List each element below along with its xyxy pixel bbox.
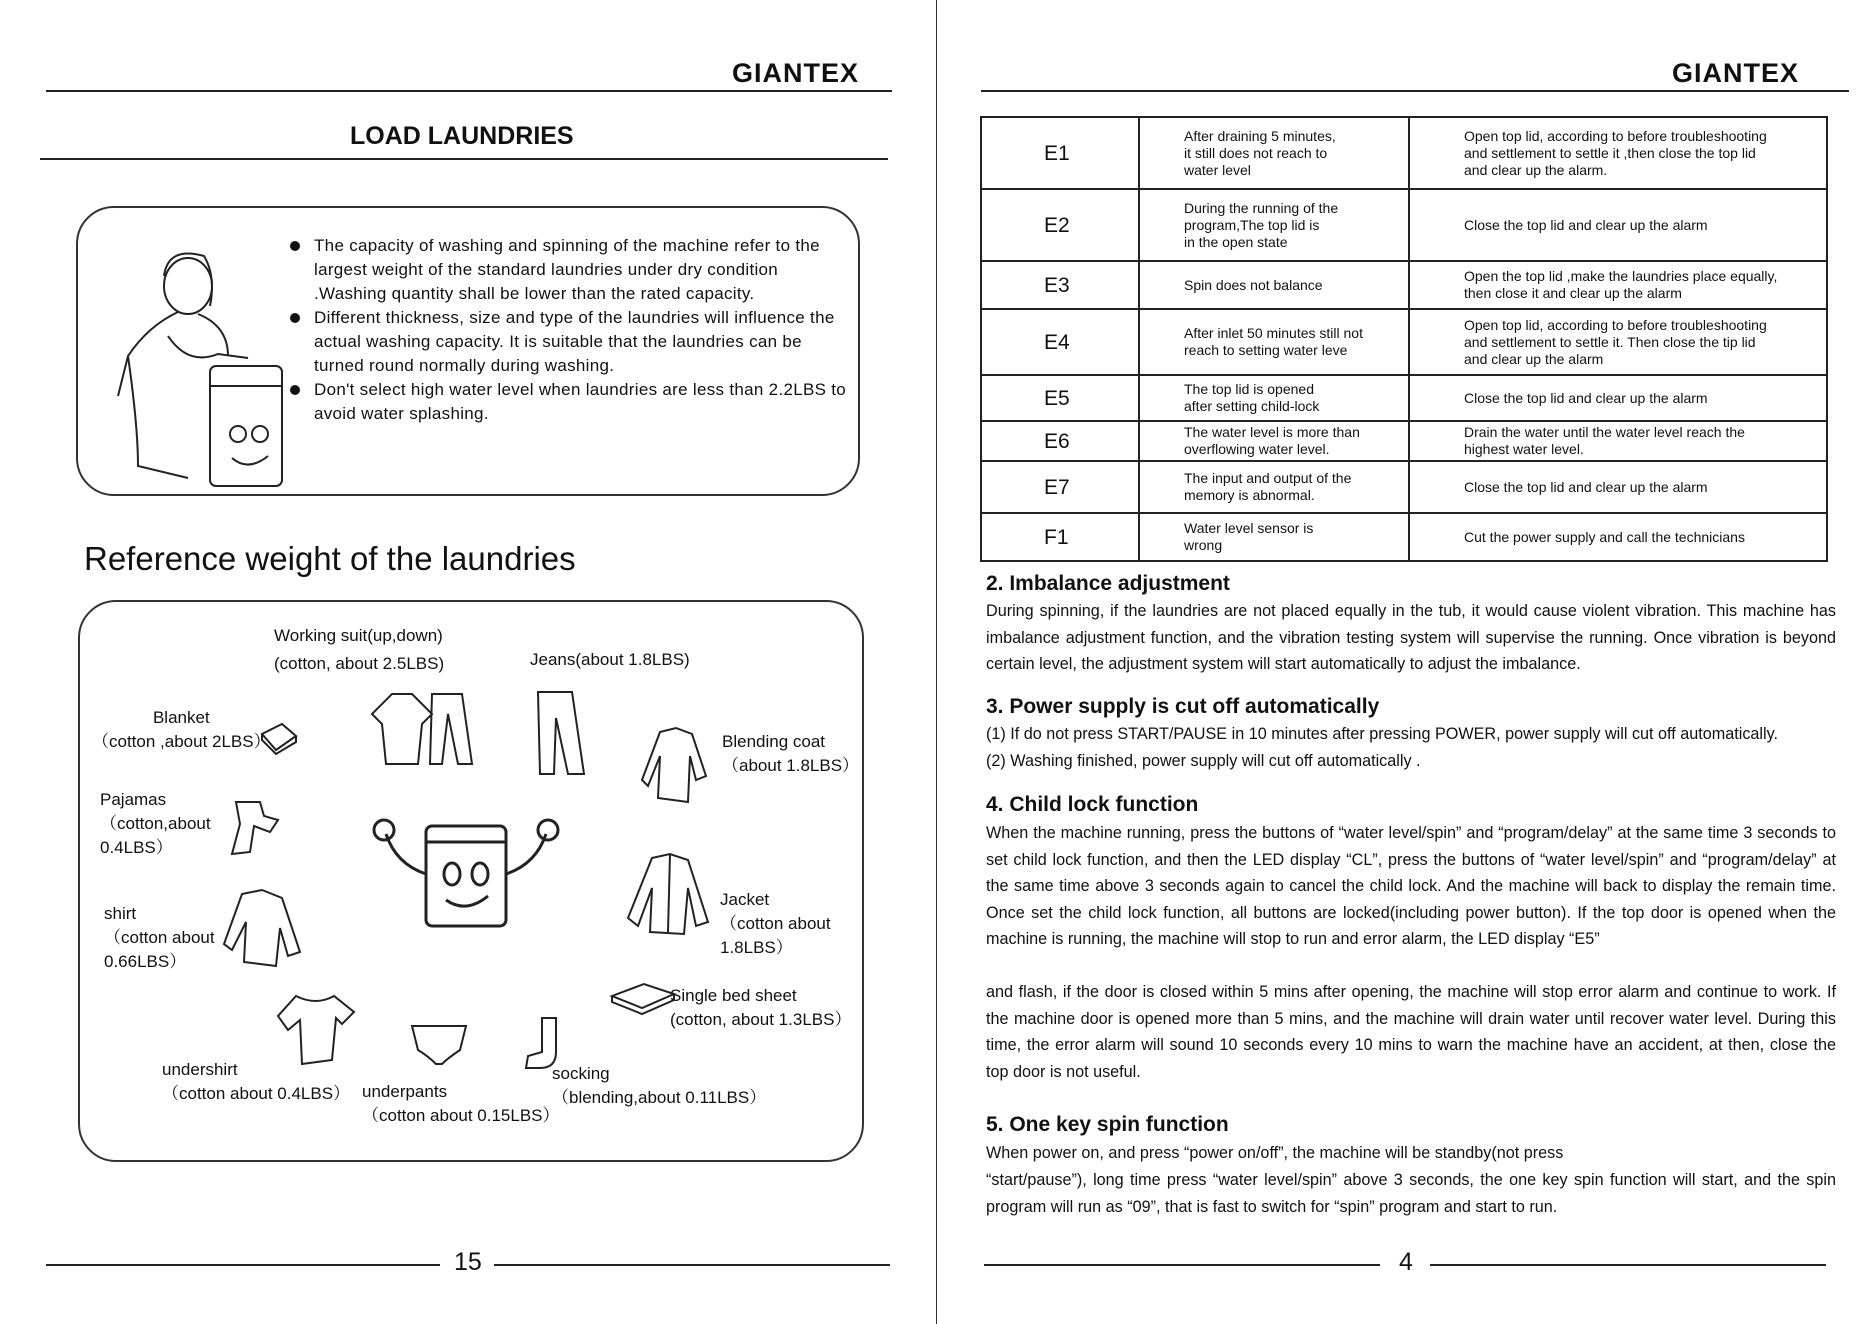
error-solution: Close the top lid and clear up the alarm [1409, 375, 1827, 421]
header-rule [46, 90, 892, 92]
one-key-spin-text: “start/pause”), long time press “water level/spin” above 3 seconds, the one key spin function will start, and the spin program will run as “09”, that is fast to switch for “spin” program and start to run. [986, 1171, 1836, 1216]
footer-rule-right [1430, 1264, 1826, 1266]
child-lock-text-1: When the machine running, press the buttons of “water level/spin” and “program/delay” at the same time 3 seconds to set child lock function, and then the LED display “CL”, press the buttons of “water level/spin” and “program/delay” at the same time above 3 seconds again to cancel the child lock. And the machine will back to display the remain time. Once set the child lock function, all buttons are locked(including power button). If the top door is opened when the machine is running, the machine will stop to run and error alarm, the LED display “E5” [986, 824, 1836, 948]
footer-rule-right [494, 1264, 890, 1266]
pajamas-icon [220, 796, 284, 860]
error-solution: Close the top lid and clear up the alarm [1409, 189, 1827, 261]
power-line-2: (2) Washing finished, power supply will cut off automatically . [986, 752, 1421, 770]
pajamas-label: Pajamas （cotton,about 0.4LBS） [100, 790, 211, 857]
woman-loading-washer-illustration [108, 246, 284, 490]
washer-mascot-icon [366, 814, 566, 944]
error-solution: Close the top lid and clear up the alarm [1409, 461, 1827, 513]
table-row [981, 421, 1827, 461]
blending-coat-label: Blending coat （about 1.8LBS） [722, 732, 860, 775]
error-code: E2 [981, 189, 1139, 261]
underpants-label: underpants （cotton about 0.15LBS） [362, 1082, 560, 1125]
error-solution: Open top lid, according to before troubleshooting and settlement to settle it ,then close the top lid and clear up the alarm. [1409, 117, 1827, 189]
error-solution: Open top lid, according to before troubleshooting and settlement to settle it. Then close the tip lid and clear up the alarm [1409, 309, 1827, 375]
error-code: E6 [981, 421, 1139, 461]
list-item: Don't select high water level when laundries are less than 2.2LBS to avoid water splashing. [290, 378, 850, 426]
reference-weight-title: Reference weight of the laundries [84, 540, 576, 577]
error-description: After inlet 50 minutes still not reach to setting water leve [1139, 309, 1409, 375]
table-row [981, 189, 1827, 261]
error-description: After draining 5 minutes, it still does not reach to water level [1139, 117, 1409, 189]
error-code: E1 [981, 117, 1139, 189]
title-rule [40, 158, 888, 160]
list-item: The capacity of washing and spinning of the machine refer to the largest weight of the standard laundries under dry condition .Washing quantity shall be lower than the rated capacity. [290, 234, 850, 306]
sock-icon [522, 1016, 568, 1072]
error-code: E5 [981, 375, 1139, 421]
working-suit-icon [362, 684, 482, 774]
error-description: Water level sensor is wrong [1139, 513, 1409, 561]
table-row [981, 117, 1827, 189]
jacket-label: Jacket （cotton about 1.8LBS） [720, 890, 831, 957]
error-solution: Cut the power supply and call the technicians [1409, 513, 1827, 561]
error-description: The top lid is opened after setting child-lock [1139, 375, 1409, 421]
error-code: E4 [981, 309, 1139, 375]
working-suit-label: Working suit(up,down) (cotton, about 2.5LBS) [274, 626, 445, 673]
child-lock-title: 4. Child lock function [986, 793, 1199, 816]
undershirt-icon [276, 990, 356, 1066]
single-bed-sheet-label: Single bed sheet (cotton, about 1.3LBS） [670, 986, 852, 1029]
error-solution: Open the top lid ,make the laundries place equally, then close it and clear up the alarm [1409, 261, 1827, 309]
page-number: 4 [1399, 1248, 1413, 1276]
one-key-spin-line-1: When power on, and press “power on/off”, the machine will be standby(not press [986, 1144, 1564, 1162]
header-rule [981, 90, 1849, 92]
blanket-label: Blanket （cotton ,about 2LBS） [92, 708, 271, 751]
table-row [981, 309, 1827, 375]
shirt-icon [222, 888, 302, 968]
jeans-icon [532, 688, 588, 778]
shirt-label: shirt （cotton about 0.66LBS） [104, 904, 215, 971]
blending-coat-icon [640, 726, 710, 806]
power-title: 3. Power supply is cut off automatically [986, 695, 1380, 718]
list-item: Different thickness, size and type of the laundries will influence the actual washing capacity. It is suitable that the laundries can be turned round normally during washing. [290, 306, 850, 378]
jeans-label: Jeans(about 1.8LBS) [530, 650, 690, 669]
error-code-table [980, 116, 1828, 562]
brand-logo: GIANTEX [732, 58, 860, 88]
error-description: Spin does not balance [1139, 261, 1409, 309]
footer-rule-left [46, 1264, 440, 1266]
imbalance-title: 2. Imbalance adjustment [986, 572, 1230, 595]
jacket-icon [626, 852, 710, 938]
error-solution: Drain the water until the water level reach the highest water level. [1409, 421, 1827, 461]
socking-label: socking （blending,about 0.11LBS） [552, 1064, 767, 1107]
brand-logo: GIANTEX [1672, 58, 1800, 88]
error-description: The input and output of the memory is abnormal. [1139, 461, 1409, 513]
error-description: The water level is more than overflowing water level. [1139, 421, 1409, 461]
table-row [981, 513, 1827, 561]
underpants-icon [408, 1020, 470, 1066]
bed-sheet-icon [608, 980, 678, 1016]
child-lock-text-2: and flash, if the door is closed within 5 mins after opening, the machine will stop error alarm and continue to work. If the machine door is opened more than 5 mins, and the machine will drain water until recover water level. During this time, the error alarm will sound 10 seconds every 10 mins to warn the machine have an accident, at then, close the top door is not useful. [986, 983, 1836, 1081]
section-title-load-laundries: LOAD LAUNDRIES [350, 122, 574, 150]
undershirt-label: undershirt （cotton about 0.4LBS） [162, 1060, 351, 1103]
error-code: E7 [981, 461, 1139, 513]
imbalance-text: During spinning, if the laundries are not placed equally in the tub, it would cause violent vibration. This machine has imbalance adjustment function, and the vibration testing system will supervise the running. Once vibration is beyond certain level, the adjustment system will start automatically to adjust the imbalance. [986, 602, 1836, 673]
error-code: F1 [981, 513, 1139, 561]
table-row [981, 375, 1827, 421]
blanket-icon [258, 720, 298, 756]
error-description: During the running of the program,The top lid is in the open state [1139, 189, 1409, 261]
table-row [981, 461, 1827, 513]
table-row [981, 261, 1827, 309]
capacity-notes-list [290, 234, 850, 426]
footer-rule-left [984, 1264, 1380, 1266]
error-code: E3 [981, 261, 1139, 309]
one-key-spin-title: 5. One key spin function [986, 1113, 1229, 1136]
page-number: 15 [454, 1248, 482, 1276]
power-line-1: (1) If do not press START/PAUSE in 10 minutes after pressing POWER, power supply will cut off automatically. [986, 725, 1778, 743]
